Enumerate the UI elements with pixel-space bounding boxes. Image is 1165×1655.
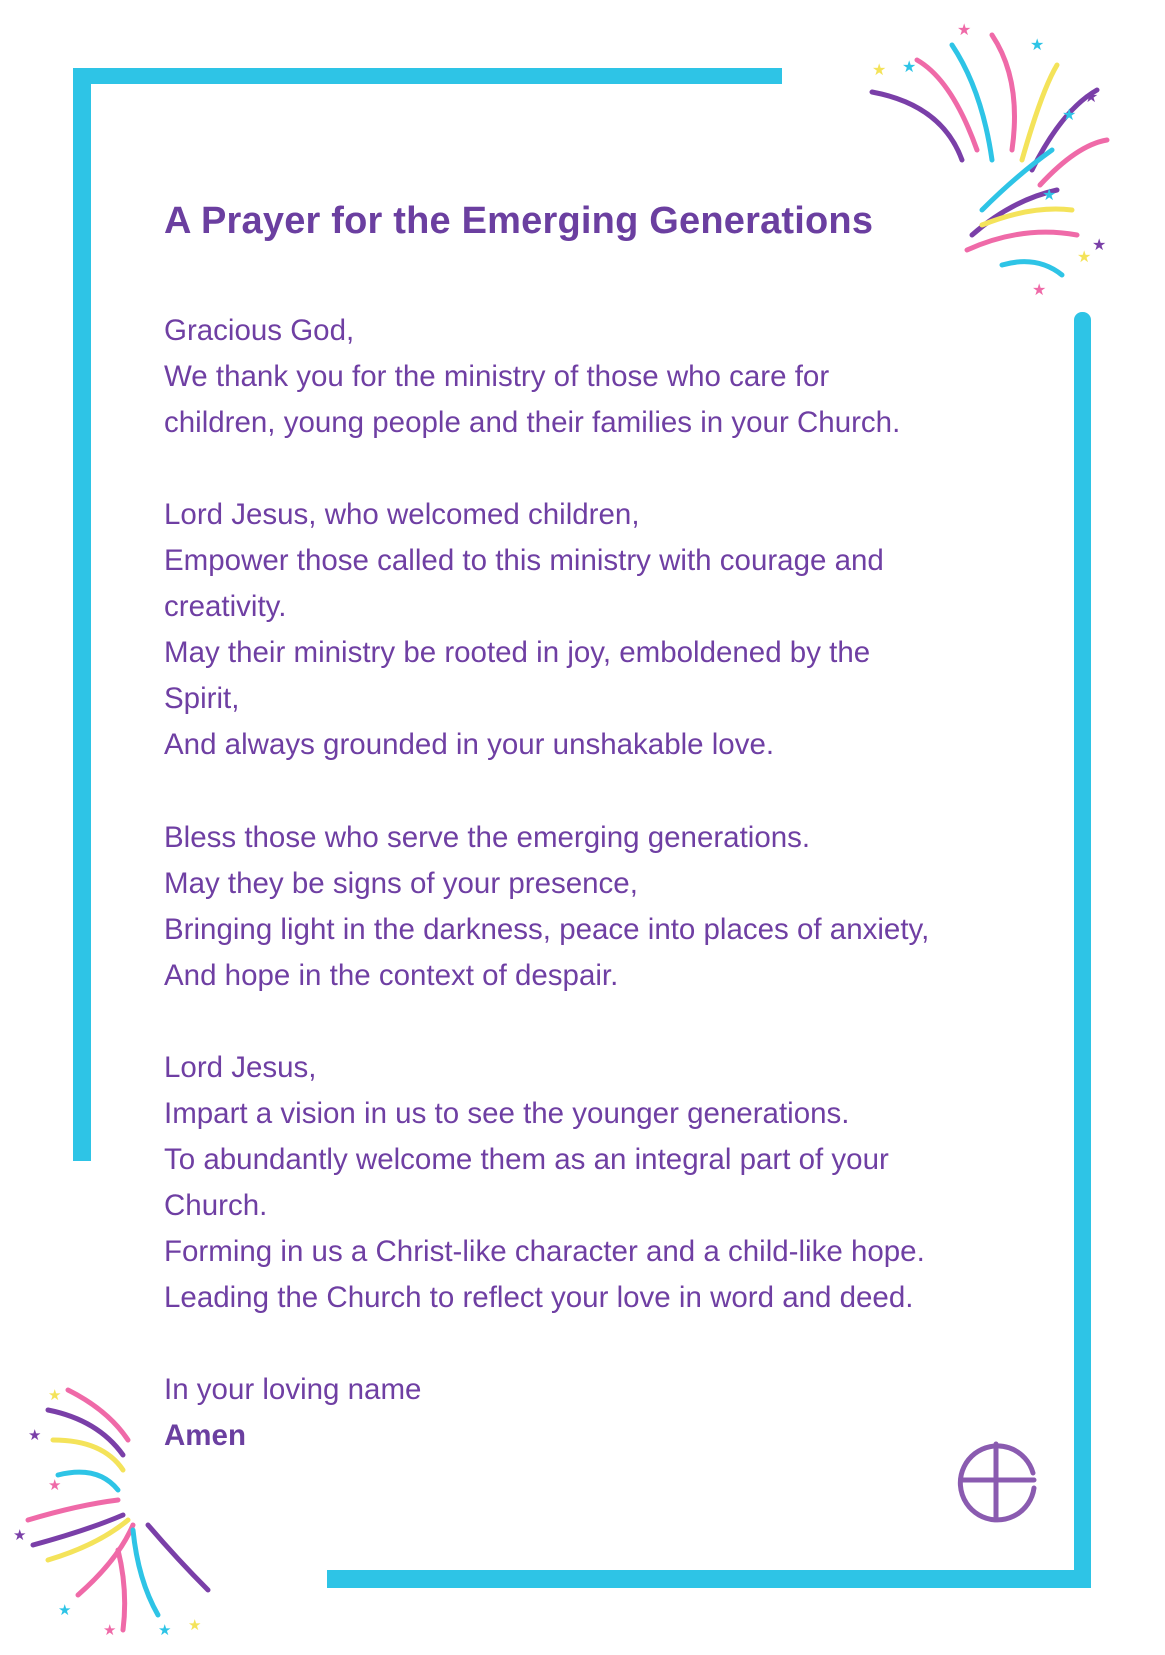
prayer-line: May they be signs of your presence, (164, 867, 638, 900)
svg-text:★: ★ (48, 1386, 62, 1404)
svg-text:★: ★ (28, 1426, 42, 1444)
frame-bar-top (73, 68, 782, 84)
frame-bar-right (1074, 312, 1091, 1588)
firework-top-right-icon (862, 10, 1132, 300)
frame-bar-bottom (327, 1570, 1091, 1588)
svg-text:★: ★ (957, 20, 972, 39)
svg-text:★: ★ (58, 1601, 72, 1619)
stanza-1 (164, 308, 900, 446)
svg-text:★: ★ (1032, 280, 1047, 299)
prayer-line: Leading the Church to reflect your love in word and deed. (164, 1281, 914, 1314)
svg-text:★: ★ (13, 1526, 27, 1544)
svg-text:★: ★ (103, 1621, 117, 1639)
prayer-line: Bringing light in the darkness, peace into places of anxiety, (164, 913, 930, 946)
stanza-4 (164, 1045, 925, 1321)
svg-text:★: ★ (1042, 185, 1057, 204)
svg-text:★: ★ (158, 1621, 172, 1639)
page-title: A Prayer for the Emerging Generations (164, 200, 874, 242)
prayer-line: And always grounded in your unshakable love. (164, 728, 775, 761)
svg-text:★: ★ (1062, 105, 1077, 124)
prayer-line: Impart a vision in us to see the younger generations. (164, 1097, 850, 1130)
prayer-line: Forming in us a Christ-like character and a child-like hope. (164, 1235, 925, 1268)
prayer-line: May their ministry be rooted in joy, emboldened by the (164, 636, 871, 669)
svg-text:★: ★ (902, 57, 917, 76)
stanza-3 (164, 815, 929, 999)
stanza-2 (164, 492, 884, 768)
prayer-line: We thank you for the ministry of those who care for (164, 360, 830, 393)
prayer-line: Church. (164, 1189, 268, 1222)
prayer-line: Empower those called to this ministry with courage and (164, 544, 884, 577)
church-of-england-logo-icon (954, 1438, 1040, 1524)
prayer-line: Spirit, (164, 682, 240, 715)
prayer-line: Bless those who serve the emerging generations. (164, 821, 811, 854)
amen: Amen (164, 1419, 246, 1452)
prayer-line: Gracious God, (164, 314, 355, 347)
svg-text:★: ★ (188, 1616, 202, 1634)
prayer-line: And hope in the context of despair. (164, 959, 619, 992)
prayer-line: Lord Jesus, who welcomed children, (164, 498, 640, 531)
prayer-line: To abundantly welcome them as an integral part of your (164, 1143, 889, 1176)
frame-bar-left (73, 68, 91, 1161)
prayer-line: children, young people and their families in your Church. (164, 406, 901, 439)
prayer-line: In your loving name (164, 1373, 422, 1406)
stanza-5 (164, 1367, 421, 1459)
svg-text:★: ★ (872, 60, 887, 79)
svg-text:★: ★ (1084, 87, 1099, 106)
prayer-line: creativity. (164, 590, 287, 623)
svg-text:★: ★ (48, 1476, 62, 1494)
svg-text:★: ★ (1030, 35, 1045, 54)
svg-text:★: ★ (1092, 235, 1107, 254)
svg-text:★: ★ (1077, 247, 1092, 266)
prayer-line: Lord Jesus, (164, 1051, 317, 1084)
